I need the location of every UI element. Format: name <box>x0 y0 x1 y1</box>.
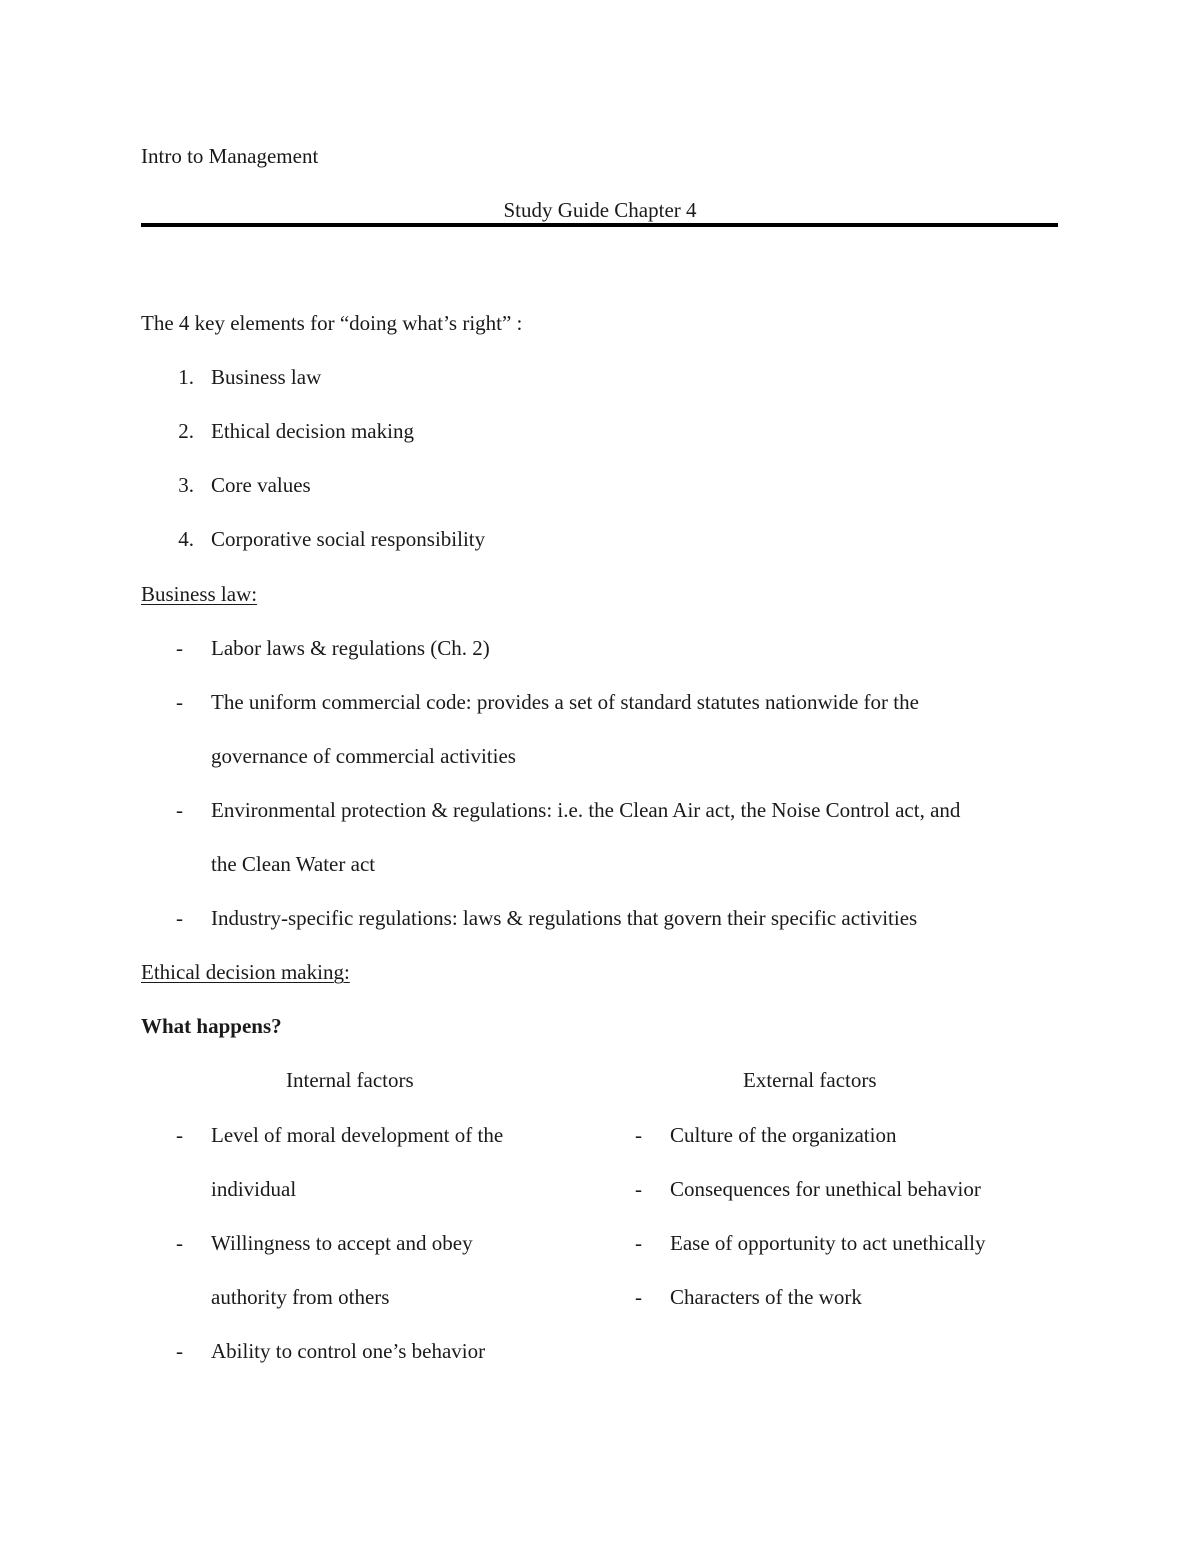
list-item: Ethical decision making <box>211 419 414 443</box>
bullet-dash: - <box>176 1339 183 1363</box>
key-elements-intro: The 4 key elements for “doing what’s right” : <box>141 311 523 335</box>
list-item: Environmental protection & regulations: i.e. the Clean Air act, the Noise Control act, and <box>211 798 961 822</box>
business-law-heading: Business law: <box>141 582 258 606</box>
list-item: Business law <box>211 365 322 389</box>
bullet-dash: - <box>635 1123 642 1147</box>
list-item: Labor laws & regulations (Ch. 2) <box>211 636 490 660</box>
list-item: The uniform commercial code: provides a set of standard statutes nationwide for the <box>211 690 919 714</box>
bullet-dash: - <box>176 798 183 822</box>
bullet-dash: - <box>635 1231 642 1255</box>
list-marker: 3. <box>178 473 194 497</box>
list-item: Core values <box>211 473 311 497</box>
list-item: Consequences for unethical behavior <box>670 1177 981 1201</box>
bullet-dash: - <box>176 1123 183 1147</box>
bullet-dash: - <box>176 690 183 714</box>
list-item: Culture of the organization <box>670 1123 897 1147</box>
list-item: Willingness to accept and obey <box>211 1231 473 1255</box>
list-marker: 2. <box>178 419 194 443</box>
list-item: Industry-specific regulations: laws & regulations that govern their specific activities <box>211 906 918 930</box>
internal-factors-title: Internal factors <box>286 1068 414 1092</box>
bullet-dash: - <box>176 1231 183 1255</box>
header-rule <box>141 223 1058 227</box>
bullet-dash: - <box>176 906 183 930</box>
list-item: Ease of opportunity to act unethically <box>670 1231 986 1255</box>
list-item: Characters of the work <box>670 1285 862 1309</box>
list-item-continuation: governance of commercial activities <box>211 744 516 768</box>
list-marker: 1. <box>178 365 194 389</box>
bullet-dash: - <box>635 1177 642 1201</box>
list-item: Corporative social responsibility <box>211 527 486 551</box>
list-item-continuation: individual <box>211 1177 297 1201</box>
list-item: Level of moral development of the <box>211 1123 504 1147</box>
list-marker: 4. <box>178 527 194 551</box>
bullet-dash: - <box>635 1285 642 1309</box>
external-factors-title: External factors <box>743 1068 877 1092</box>
list-item: Ability to control one’s behavior <box>211 1339 486 1363</box>
list-item-continuation: authority from others <box>211 1285 390 1309</box>
course-title: Intro to Management <box>141 144 319 168</box>
what-happens-heading: What happens? <box>141 1014 282 1038</box>
bullet-dash: - <box>176 636 183 660</box>
guide-title: Study Guide Chapter 4 <box>503 198 697 222</box>
ethical-decision-heading: Ethical decision making: <box>141 960 350 984</box>
list-item-continuation: the Clean Water act <box>211 852 376 876</box>
